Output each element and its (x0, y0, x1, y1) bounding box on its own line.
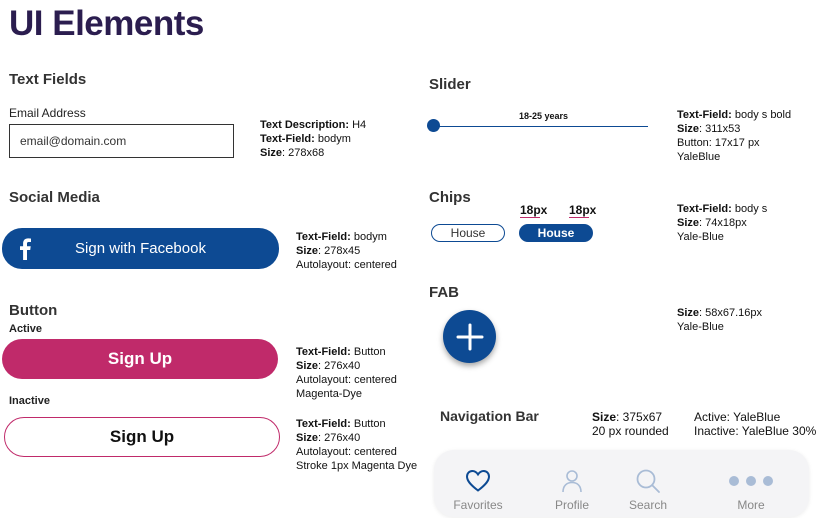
chips-spec (677, 202, 767, 244)
more-dots-icon (727, 475, 775, 487)
spec-line: Size: 278x68 (260, 147, 325, 159)
chip-dimension-right: 18px (569, 203, 597, 217)
spec-line: Size: 276x40 (296, 360, 361, 372)
spec-line: Yale-Blue (677, 321, 724, 333)
navigation-bar (434, 450, 809, 517)
person-icon (561, 469, 583, 493)
page-title: UI Elements (9, 4, 204, 43)
spec-line: Text-Field: body s (677, 203, 768, 215)
nav-item-favorites[interactable] (433, 450, 523, 517)
fab-add-button[interactable] (443, 310, 496, 363)
spec-line: Size: 74x18px (677, 217, 747, 229)
signup-button-active[interactable]: Sign Up (2, 339, 278, 379)
email-label: Email Address (9, 106, 86, 120)
spec-line: 20 px rounded (592, 424, 669, 438)
dimension-line (520, 217, 540, 218)
signup-button-inactive[interactable]: Sign Up (4, 417, 280, 457)
facebook-signin-button[interactable] (2, 228, 279, 269)
spec-line: Size: 278x45 (296, 245, 361, 257)
spec-line: Text-Field: bodym (260, 133, 351, 145)
nav-label-favorites: Favorites (453, 498, 503, 512)
spec-line: Text-Field: Button (296, 346, 386, 358)
spec-line: Yale-Blue (677, 231, 724, 243)
plus-icon (456, 323, 484, 351)
facebook-button-label: Sign with Facebook (75, 240, 206, 257)
slider-spec (677, 108, 791, 164)
slider-track[interactable] (433, 126, 648, 127)
chips-heading: Chips (429, 189, 471, 206)
spec-line: Button: 17x17 px (677, 137, 760, 149)
text-field-spec (260, 118, 366, 160)
nav-label-more: More (737, 498, 765, 512)
spec-line: Autolayout: centered (296, 446, 397, 458)
slider-thumb[interactable] (427, 119, 440, 132)
nav-label-profile: Profile (554, 498, 589, 512)
spec-line: Stroke 1px Magenta Dye (296, 460, 418, 472)
spec-line: Text-Field: bodym (296, 231, 387, 243)
spec-line: Autolayout: centered (296, 259, 397, 271)
slider-heading: Slider (429, 76, 471, 93)
email-field[interactable] (9, 124, 234, 158)
navbar-color-spec (694, 410, 816, 438)
navigation-bar-heading: Navigation Bar (440, 408, 539, 424)
spec-line: Text-Field: Button (296, 418, 386, 430)
nav-label-search: Search (628, 498, 668, 512)
spec-line: Size: 311x53 (677, 123, 741, 135)
facebook-icon (18, 238, 32, 260)
spec-line: Size: 276x40 (296, 432, 361, 444)
spec-line: YaleBlue (677, 151, 721, 163)
search-icon (635, 468, 661, 494)
active-label: Active (9, 323, 43, 335)
chip-house-selected[interactable]: House (519, 224, 593, 242)
fab-spec (677, 306, 762, 334)
button-heading: Button (9, 302, 58, 319)
heart-icon (465, 469, 491, 493)
spec-line: Active: YaleBlue (694, 410, 781, 424)
inactive-button-spec (296, 417, 417, 473)
nav-item-search[interactable] (603, 450, 693, 517)
dimension-line (569, 217, 589, 218)
active-button-spec (296, 345, 397, 401)
social-media-spec (296, 230, 397, 272)
spec-line: Autolayout: centered (296, 374, 397, 386)
spec-line: Text Description: H4 (260, 119, 367, 131)
chip-dimension-left: 18px (520, 203, 548, 217)
navbar-size-spec (592, 410, 669, 438)
text-fields-heading: Text Fields (9, 71, 87, 88)
spec-line: Size: 58x67.16px (677, 307, 763, 319)
fab-heading: FAB (429, 284, 459, 301)
spec-line: Magenta-Dye (296, 388, 363, 400)
inactive-label: Inactive (9, 395, 50, 407)
slider-value-label: 18-25 years (519, 111, 569, 121)
spec-line: Text-Field: body s bold (677, 109, 792, 121)
chip-house-outline[interactable]: House (431, 224, 505, 242)
social-media-heading: Social Media (9, 189, 100, 206)
spec-line: Inactive: YaleBlue 30% (694, 424, 817, 438)
spec-line: Size: 375x67 (592, 410, 663, 424)
nav-item-more[interactable] (706, 450, 796, 517)
